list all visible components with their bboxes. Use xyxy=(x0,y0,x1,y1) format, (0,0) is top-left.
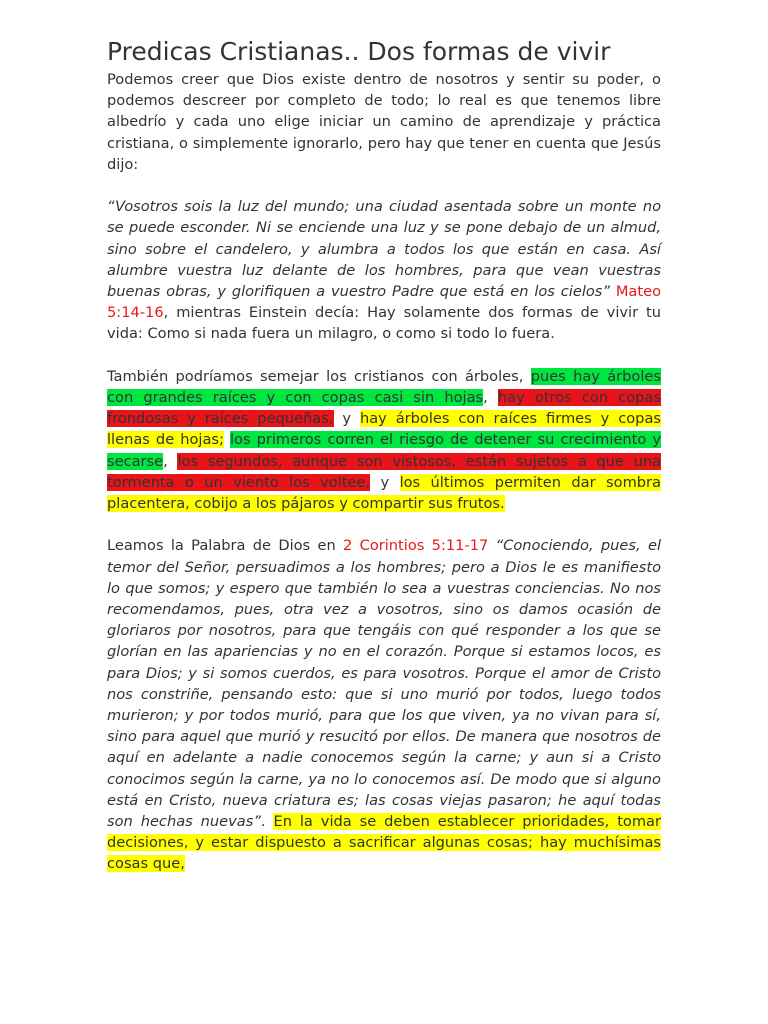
quote-corintios: “Conociendo, pues, el temor del Señor, persuadimos a los hombres; pero a Dios le es manifiesto lo que somos; y espero que también lo sea a vuestras conciencias. No nos recomendamos, pues, otra vez a vosotros, sino os damos ocasión de gloriaros por nosotros, para que tengáis con qué responder a los que se glorían en las apariencias y no en el corazón. Porque si estamos locos, es para Dios; y si somos cuerdos, es para vosotros. Porque el amor de Cristo nos constriñe, pensando esto: que si uno murió por todos, luego todos murieron; y por todos murió, para que los que viven, ya no vivan para sí, sino para aquel que murió y resucitó por ellos. De manera que nosotros de aquí en adelante a nadie conocemos según la carne; y aun si a Cristo conocimos según la carne, ya no lo conocemos así. De modo que si alguno está en Cristo, nueva criatura es; las cosas viejas pasaron; he aquí todas son hechas nuevas” xyxy=(107,537,662,831)
paragraph-intro: Podemos creer que Dios existe dentro de nosotros y sentir su poder, o podemos descreer por completo de todo; lo real es que tenemos libre albedrío y cada uno elige iniciar un camino de aprendizaje y práctica cristiana, o simplemente ignorarlo, pero hay que tener en cuenta que Jesús dijo: xyxy=(107,71,661,173)
highlight-red-1: hay otros con copas frondosas y raíces pequeñas, xyxy=(107,389,661,428)
separator-1: , xyxy=(483,389,498,407)
paragraph-trees xyxy=(107,366,661,514)
separator-4: , xyxy=(163,452,178,470)
quote-mateo: “Vosotros sois la luz del mundo; una ciudad asentada sobre un monte no se puede esconder. Ni se enciende una luz y se pone debajo de un almud, sino sobre el candelero, y alumbra a todos los que están en casa. Así alumbre vuestra luz delante de los hombres, para que vean vuestras buenas obras, y glorifiquen a vuestro Padre que está en los cielos” xyxy=(107,198,661,301)
highlight-green-2: los primeros corren el riesgo de detener su crecimiento y secarse xyxy=(107,431,662,470)
page-title: Predicas Cristianas.. Dos formas de vivir xyxy=(107,37,611,66)
highlight-red-2: los segundos, aunque son vistosos, están sujetos a que una tormenta o un viento los voltee, xyxy=(107,452,662,491)
separator-2: y xyxy=(333,410,360,428)
document-body xyxy=(107,69,661,875)
paragraph-corintios xyxy=(107,535,661,874)
reference-mateo: Mateo 5:14-16 xyxy=(107,283,661,322)
corintios-intro: Leamos la Palabra de Dios en xyxy=(107,537,344,555)
separator-5: y xyxy=(370,473,400,491)
paragraph-quote-mateo xyxy=(107,196,661,344)
highlight-green-1: pues hay árboles con grandes raíces y con copas casi sin hojas xyxy=(107,367,661,407)
einstein-text: , mientras Einstein decía: Hay solamente dos formas de vivir tu vida: Como si nada fuera un milagro, o como si todo lo fuera. xyxy=(107,304,661,343)
highlight-yellow-2: los últimos permiten dar sombra placentera, cobijo a los pájaros y compartir sus frutos. xyxy=(107,473,661,513)
highlight-yellow-1: hay árboles con raíces firmes y copas llenas de hojas; xyxy=(107,410,661,449)
reference-corintios: 2 Corintios 5:11-17 xyxy=(343,537,489,555)
trees-intro: También podríamos semejar los cristianos con árboles, xyxy=(107,367,531,385)
highlight-yellow-3: En la vida se deben establecer prioridades, tomar decisiones, y estar dispuesto a sacrificar algunas cosas; hay muchísimas cosas que, xyxy=(107,813,661,873)
quote-end: . xyxy=(260,813,266,831)
